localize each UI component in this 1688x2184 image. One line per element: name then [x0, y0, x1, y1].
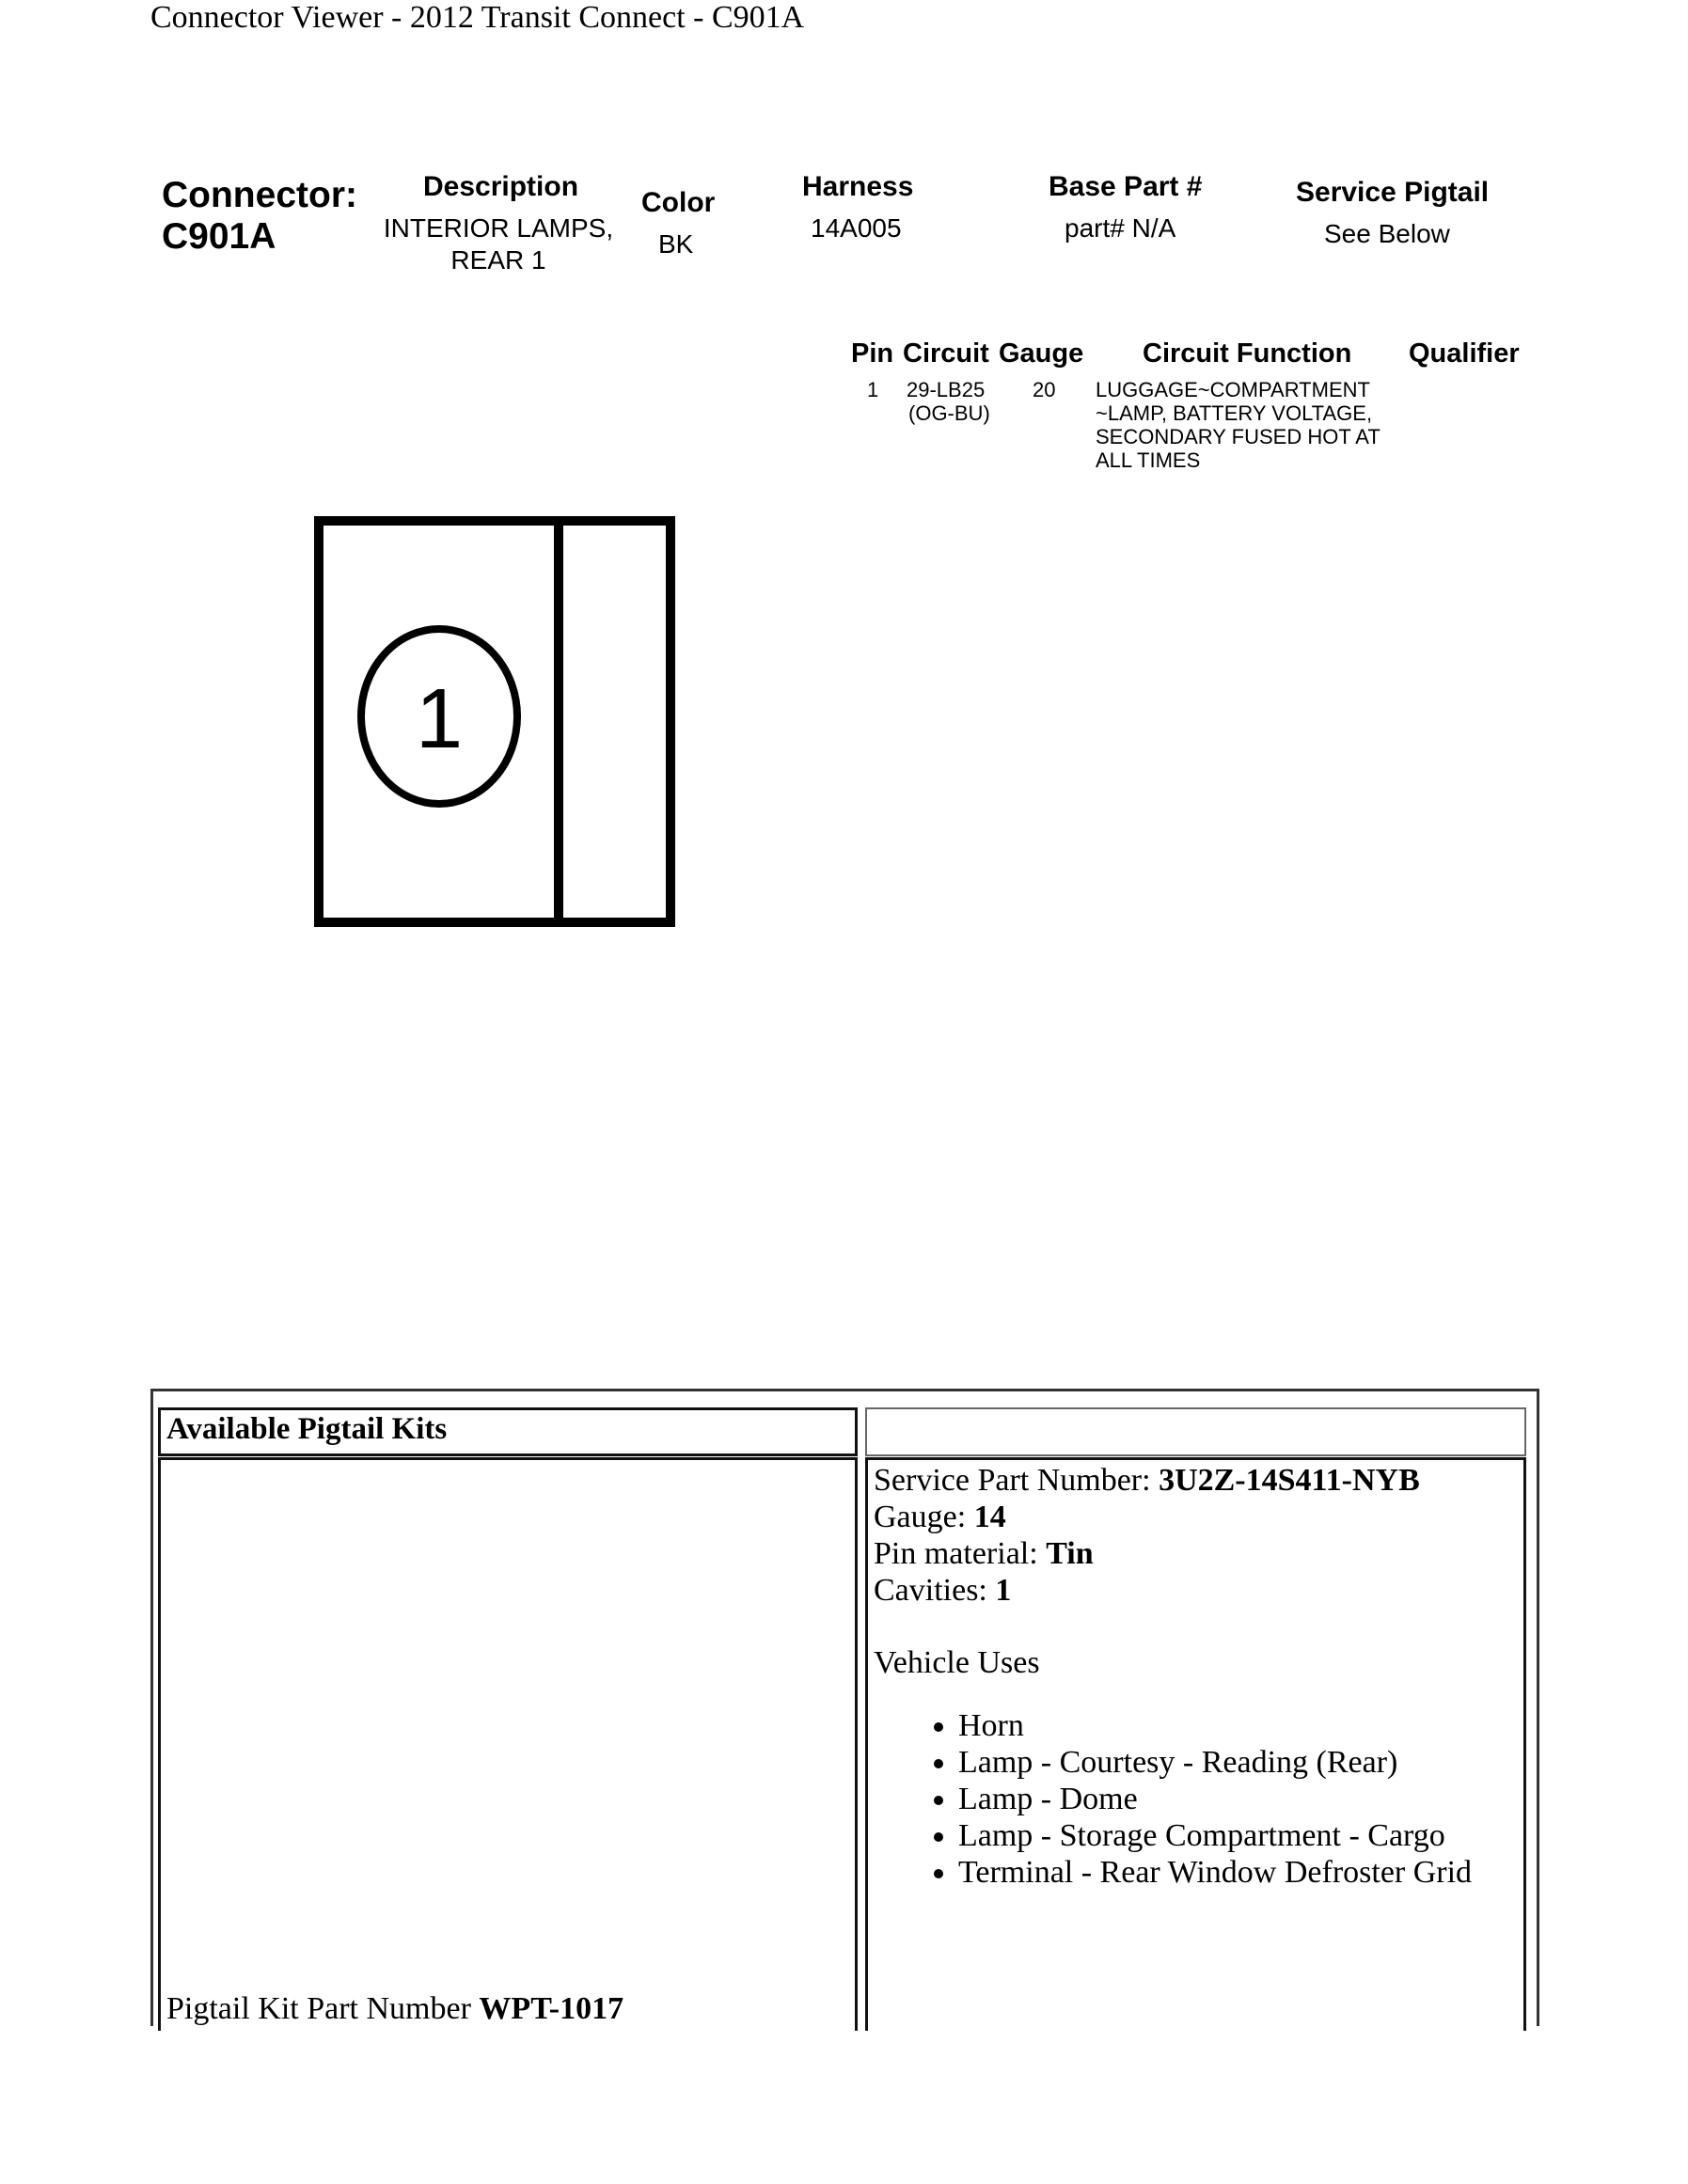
pigtail-details [868, 1460, 1523, 1893]
pigtail-details-cell [865, 1457, 1526, 2031]
vehicle-uses-list [874, 1707, 1518, 1891]
harness-header: Harness [802, 171, 914, 202]
function-line-4: ALL TIMES [1096, 448, 1201, 472]
cavities-label: Cavities: [874, 1573, 996, 1608]
pin-number: 1 [867, 378, 879, 401]
color-header: Color [641, 187, 716, 218]
pigtail-gauge-value: 14 [973, 1500, 1006, 1534]
connector-label-block [162, 175, 357, 258]
pin-material-value: Tin [1046, 1536, 1094, 1571]
color-value: BK [658, 229, 694, 259]
pin-material-label: Pin material: [874, 1536, 1047, 1571]
connector-label: Connector: [162, 175, 357, 215]
connector-outline [319, 521, 670, 922]
description-line-2: REAR 1 [450, 245, 546, 275]
kit-part-value: WPT-1017 [479, 1991, 624, 2026]
vehicle-uses-label: Vehicle Uses [874, 1645, 1040, 1680]
pigtail-kit-part-number [166, 1991, 623, 2027]
qualifier-header: Qualifier [1409, 338, 1520, 369]
list-item: • Lamp - Storage Compartment - Cargo [958, 1817, 1518, 1854]
pigtail-gauge-label: Gauge: [874, 1500, 974, 1534]
pin-1-label: 1 [415, 672, 464, 766]
description-value [371, 212, 625, 276]
service-part-value: 3U2Z-14S411-NYB [1159, 1463, 1420, 1498]
pin-material [874, 1535, 1518, 1572]
description-header: Description [423, 171, 579, 202]
pigtail-kits-title-right-cell [865, 1407, 1526, 1456]
service-pigtail-value: See Below [1324, 219, 1450, 248]
circuit-function-header: Circuit Function [1143, 338, 1352, 369]
harness-value: 14A005 [811, 213, 902, 243]
pigtail-image-cell [158, 1457, 858, 2031]
circuit-id [907, 378, 990, 425]
connector-id: C901A [162, 216, 276, 257]
pigtail-gauge [874, 1499, 1518, 1535]
gauge-header: Gauge [999, 338, 1084, 369]
list-item: • Lamp - Courtesy - Reading (Rear) [958, 1744, 1518, 1781]
cavities [874, 1572, 1518, 1609]
pigtail-kits-title: Available Pigtail Kits [166, 1412, 448, 1446]
pin-header: Pin [851, 338, 894, 369]
service-part-label: Service Part Number: [874, 1463, 1160, 1498]
service-pigtail-header: Service Pigtail [1296, 177, 1490, 208]
page-title: Connector Viewer - 2012 Transit Connect - C901A [150, 0, 805, 35]
pigtail-kits-table [150, 1389, 1539, 2026]
connector-face-diagram [310, 512, 683, 931]
function-line-2: ~LAMP, BATTERY VOLTAGE, [1096, 401, 1373, 425]
circuit-header: Circuit [903, 338, 989, 369]
cavities-value: 1 [995, 1573, 1012, 1608]
description-line-1: INTERIOR LAMPS, [383, 213, 614, 243]
list-item: • Horn [958, 1707, 1518, 1744]
base-part-value: part# N/A [1065, 213, 1176, 243]
list-item: • Terminal - Rear Window Defroster Grid [958, 1854, 1518, 1891]
circuit-line-1: 29-LB25 [907, 378, 986, 401]
list-item: • Lamp - Dome [958, 1781, 1518, 1817]
circuit-function [1096, 378, 1380, 472]
kit-part-label: Pigtail Kit Part Number [166, 1991, 480, 2026]
function-line-3: SECONDARY FUSED HOT AT [1096, 425, 1380, 448]
function-line-1: LUGGAGE~COMPARTMENT [1096, 378, 1370, 401]
base-part-header: Base Part # [1049, 171, 1203, 202]
pigtail-kits-title-cell [158, 1407, 858, 1456]
service-part-number [874, 1462, 1518, 1499]
circuit-line-2: (OG-BU) [908, 401, 990, 425]
gauge-value: 20 [1033, 378, 1056, 401]
